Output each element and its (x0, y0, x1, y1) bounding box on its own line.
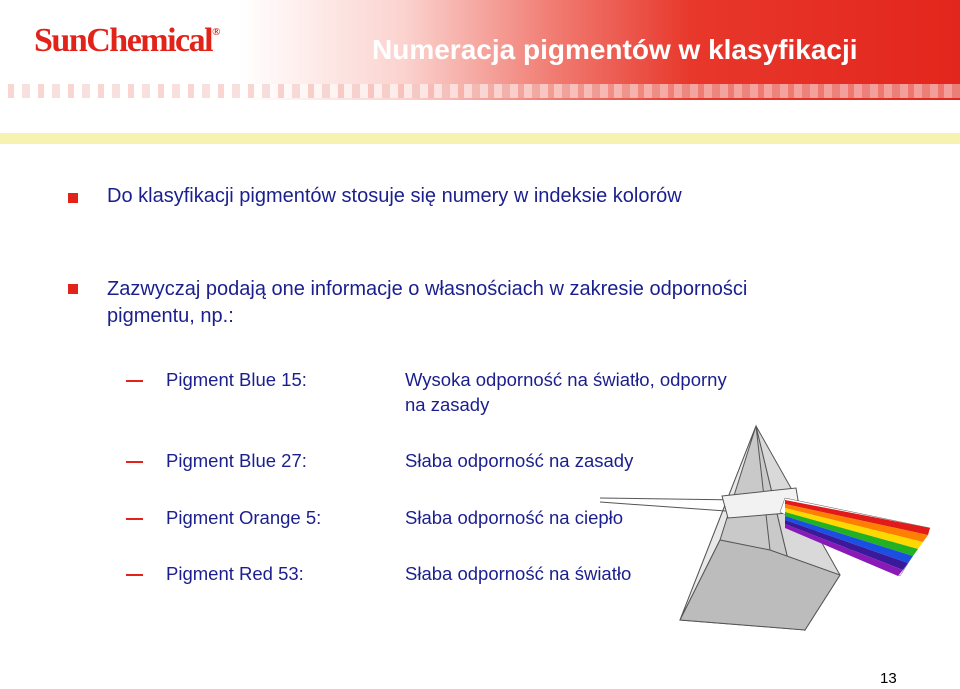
dash-icon (126, 461, 143, 463)
dash-icon (126, 574, 143, 576)
dash-icon (126, 518, 143, 520)
bullet-text-1: Do klasyfikacji pigmentów stosuje się numery w indeksie kolorów (107, 185, 682, 207)
logo-text: SunChemical (34, 22, 213, 59)
header-stripes (0, 84, 960, 98)
pigment-property-2: Słaba odporność na zasady (405, 450, 634, 471)
bullet-square-icon (68, 284, 78, 294)
slide-header (0, 0, 960, 100)
logo-registered-mark: ® (212, 25, 221, 38)
pigment-property-4: Słaba odporność na światło (405, 563, 632, 584)
pigment-name-1: Pigment Blue 15: (166, 369, 307, 390)
slide-title: Numeracja pigmentów w klasyfikacji (372, 34, 858, 65)
pigment-name-4: Pigment Red 53: (166, 563, 304, 584)
bullet-text-2: Zazwyczaj podają one informacje o własnościach w zakresie odporności pigmentu, np.: (107, 278, 748, 327)
pigment-name-2: Pigment Blue 27: (166, 450, 307, 471)
dash-icon (126, 380, 143, 382)
sunchemical-logo (34, 22, 220, 60)
pigment-name-3: Pigment Orange 5: (166, 507, 322, 528)
accent-bar (0, 133, 960, 144)
prism-icon (600, 420, 940, 635)
pigment-property-3: Słaba odporność na ciepło (405, 507, 624, 528)
pigment-property-1: Wysoka odporność na światło, odporny na zasady (405, 369, 727, 415)
bullet-square-icon (68, 193, 78, 203)
page-number: 13 (880, 670, 897, 687)
